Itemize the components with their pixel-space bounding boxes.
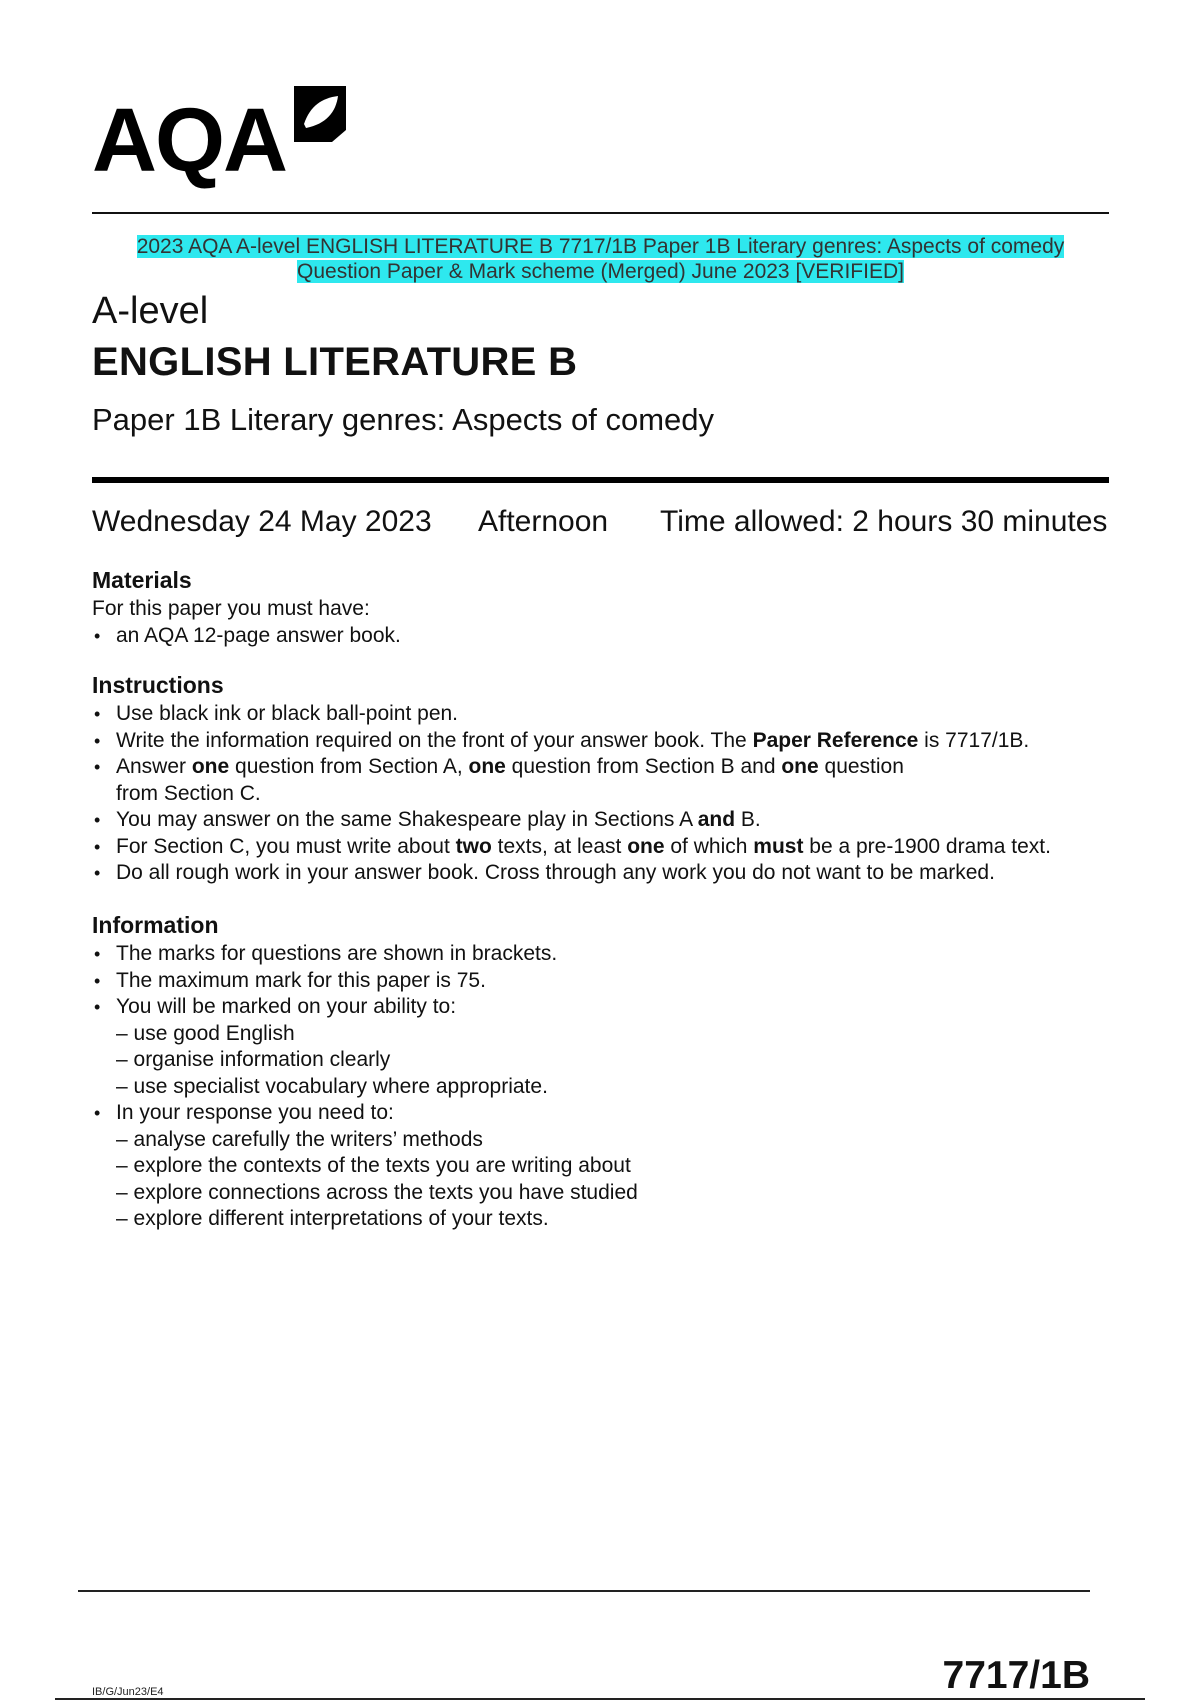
banner-line-2: Question Paper & Mark scheme (Merged) June 2023 [VERIFIED] [297, 260, 904, 283]
response-sublist [92, 1127, 1122, 1233]
instruction-item: • You may answer on the same Shakespeare play in Sections A and B. [92, 807, 1122, 834]
footer-divider [78, 1590, 1090, 1592]
materials-item: • an AQA 12-page answer book. [92, 623, 1122, 650]
ability-sublist [92, 1021, 1122, 1101]
sub-item: – organise information clearly [116, 1048, 391, 1071]
footer-code: IB/G/Jun23/E4 [92, 1686, 164, 1698]
exam-session: Afternoon [478, 505, 609, 538]
aqa-logo [92, 84, 348, 191]
materials-intro: For this paper you must have: [92, 597, 370, 620]
aqa-leaf-icon [292, 84, 348, 144]
sub-item: – analyse carefully the writers’ methods [116, 1127, 483, 1151]
instruction-item: • For Section C, you must write about two texts, at least one of which must be a pre-1900 drama text. [92, 834, 1122, 861]
information-section [92, 911, 1122, 1233]
sub-item: – explore connections across the texts you have studied [116, 1180, 638, 1204]
sub-item: – use good English [116, 1021, 295, 1045]
time-allowed: Time allowed: 2 hours 30 minutes [660, 505, 1108, 538]
instruction-item: • Use black ink or black ball-point pen. [92, 701, 1122, 728]
exam-date: Wednesday 24 May 2023 [92, 505, 432, 538]
sub-item: – explore the contexts of the texts you are writing about [116, 1154, 631, 1177]
instruction-item: • Do all rough work in your answer book. Cross through any work you do not want to be marked. [92, 860, 1122, 887]
banner-line-1: 2023 AQA A-level ENGLISH LITERATURE B 7717/1B Paper 1B Literary genres: Aspects of comedy [136, 235, 1065, 258]
instructions-section [92, 671, 1122, 887]
sub-item: – use specialist vocabulary where appropriate. [116, 1074, 548, 1098]
paper-reference: 7717/1B [942, 1654, 1090, 1697]
information-item: • You will be marked on your ability to: [92, 994, 1122, 1021]
information-heading: Information [92, 912, 219, 938]
paper-title: Paper 1B Literary genres: Aspects of comedy [92, 402, 715, 437]
title-divider [92, 477, 1109, 483]
information-item: • The marks for questions are shown in brackets. [92, 941, 1122, 968]
materials-section [92, 566, 1122, 649]
sub-item: – explore different interpretations of your texts. [116, 1207, 549, 1230]
aqa-logo-text: AQA [92, 91, 286, 191]
instruction-item: • Write the information required on the front of your answer book. The Paper Reference is 7717/1B. [92, 728, 1122, 755]
instruction-item: • Answer one question from Section A, one question from Section B and one question from Section C. [92, 754, 1122, 807]
title-banner [92, 234, 1109, 284]
qualification-level: A-level [92, 290, 209, 332]
header-divider [92, 212, 1109, 214]
instructions-heading: Instructions [92, 672, 224, 698]
information-item: • The maximum mark for this paper is 75. [92, 968, 1122, 995]
materials-heading: Materials [92, 567, 192, 593]
information-item: • In your response you need to: [92, 1100, 1122, 1127]
subject-title: ENGLISH LITERATURE B [92, 340, 578, 384]
